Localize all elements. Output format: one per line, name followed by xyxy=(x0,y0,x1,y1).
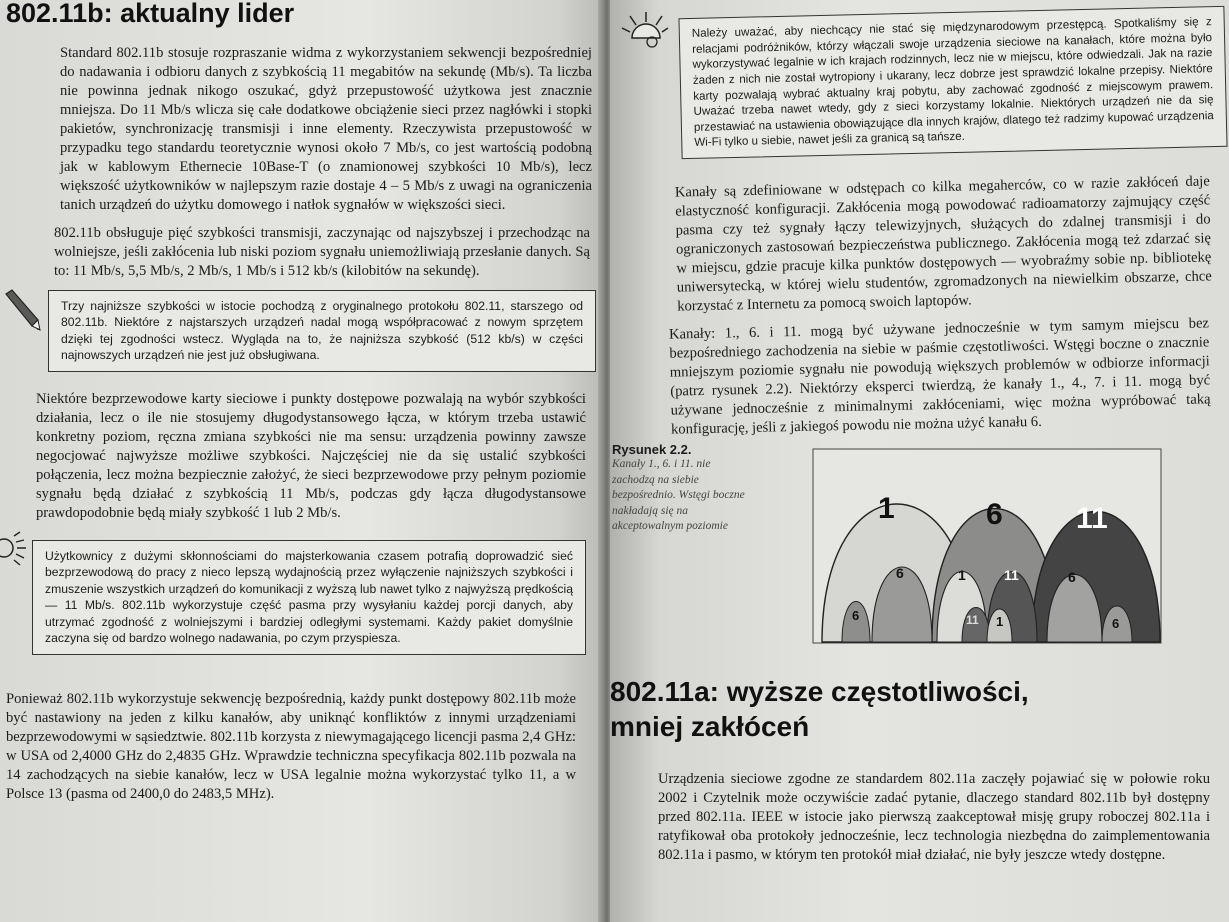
right-page xyxy=(610,0,1229,922)
label-side-6c: 6 xyxy=(852,608,860,623)
label-side-1a: 1 xyxy=(958,567,966,583)
left-page xyxy=(0,0,606,922)
label-main-6: 6 xyxy=(986,498,1003,531)
note-text-3: Należy uważać, aby niechcący nie stać się międzynarodowym przestępcą. Spotkaliśmy się z relacjami podróżników, którzy włączali swoje urządzenia sieciowe na kanałach, które można było wykorzystywać legalnie w ich krajach rodzinnych, lecz nie w miejscu, które odwiedzali. Jak na razie żaden z nich nie został wytropiony i ukarany, lecz dobrze jest sprawdzić lokalne przepisy. Niektóre karty pozwalają wybrać aktualny kraj pobytu, aby zachować zgodność z miejscowym prawem. Uważać trzeba nawet wtedy, gdy z sieci korzystamy lokalnie. Niektórych urządzeń nie da się przestawiać na ustawienia obowiązujące dla innych krajów, dlatego też radzimy kupować urządzenia Wi-Fi tylko u siebie, nawet jeśli za granicą są tańsze. xyxy=(691,15,1214,150)
label-side-1b: 1 xyxy=(996,614,1004,629)
pencil-icon xyxy=(2,288,42,337)
label-side-6b: 6 xyxy=(1068,569,1076,585)
channel-diagram xyxy=(812,448,1162,644)
heading-line-2: mniej zakłóceń xyxy=(610,711,810,742)
paragraph-7: Urządzenia sieciowe zgodne ze standardem 802.11a zaczęły pojawiać się w połowie roku 2002 i Czytelnik może oczywiście zadać pytanie, dlaczego standard 802.11b był dostępny przed 802.11a. IEEE w istocie jako pierwszą zaakceptował misję grupy roboczej 802.11a i ratyfikował oba protokoły jednocześnie, lecz technologia niezbędna do zaimplementowania 802.11a i pasmo, w którym ten protokół miał działać, nie były jeszcze wtedy dostępne. xyxy=(658,771,1210,863)
note-box-2 xyxy=(32,540,586,655)
label-side-6a: 6 xyxy=(896,565,904,581)
label-side-11a: 11 xyxy=(1004,567,1019,583)
note-text-1: Trzy najniższe szybkości w istocie pochodzą z oryginalnego protokołu 802.11, starszego od 802.11b. Niektóre z najstarszych urządzeń nadal mogą współpracować z nowym sprzętem dzięki tej zgodności wstecz. Wygląda na to, że najniższa szybkość (512 kb/s) w części najnowszych urządzeń nie jest już obsługiwana. xyxy=(61,299,583,363)
section-heading-80211a xyxy=(610,674,1210,744)
paragraph-2: 802.11b obsługuje pięć szybkości transmisji, zaczynając od najszybszej i przechodząc na wolniejsze, jeśli zakłócenia lub niski poziom sygnału uniemożliwiają przesłanie danych. Są to: 11 Mb/s, 5,5 Mb/s, 2 Mb/s, 1 Mb/s i 512 kb/s (kilobitów na sekundę). xyxy=(54,225,590,279)
paragraph-6: Kanały: 1., 6. i 11. mogą być używane jednocześnie w tym samym miejscu bez bezpośredniego zachodzenia na siebie w paśmie częstotliwości. Wstęgi boczne o znacznie mniejszym poziomie sygnału nie powodują większych problemów w odbiorze informacji (patrz rysunek 2.2). Niektórzy eksperci twierdzą, że kanały 1., 4., 7. i 11. mogą być używane jednocześnie z minimalnymi zakłóceniami, więc można wypróbować taką konfigurację, jeśli z jakiegoś powodu nie można użyć kanału 6. xyxy=(668,315,1211,438)
figure-caption: Kanały 1., 6. i 11. nie zachodzą na siebie bezpośrednio. Wstęgi boczne nakładają się na akceptowalnym poziomie xyxy=(612,458,745,533)
note-box-1 xyxy=(48,290,596,372)
note-text-2: Użytkownicy z dużymi skłonnościami do majsterkowania czasem potrafią doprowadzić sieć bezprzewodową do pracy z nieco lepszą wydajnością przez wyłączenie najniższych szybkości i zmuszenie wszystkich urządzeń do komunikacji z wyższą lub nawet tylko z najwyższą prędkością — 11 Mb/s. 802.11b wykorzystuje część pasma przy wysyłaniu każdej porcji danych, aby utrzymać zgodność z wolniejszymi i bardziej odległymi systemami. Każdy pakiet domyślnie zaczyna się od bardzo wolnego nadawania, po czym przyspiesza. xyxy=(45,549,573,646)
channel-figure xyxy=(812,448,1162,644)
section-heading-80211b: 802.11b: aktualny lider xyxy=(6,0,295,28)
note-box-3 xyxy=(678,6,1227,159)
paragraph-4: Ponieważ 802.11b wykorzystuje sekwencję bezpośrednią, każdy punkt dostępowy 802.11b może być nastawiony na jeden z kilku kanałów, aby uniknąć konfliktów z innymi urządzeniami bezprzewodowymi w sąsiedztwie. 802.11b korzysta z niewymagającego licencji pasma 2,4 GHz: w USA od 2,4000 GHz do 2,4835 GHz. Wprawdzie techniczna specyfikacja 802.11b pozwala na 14 zachodzących na siebie kanałów, lecz w USA legalnie można wykorzystać tylko 11, a w Polsce 13 (pasma od 2400,0 do 2483,5 MHz). xyxy=(6,691,576,802)
heading-line-1: 802.11a: wyższe częstotliwości, xyxy=(610,676,1029,707)
label-side-11b: 11 xyxy=(966,613,979,627)
paragraph-5: Kanały są zdefiniowane w odstępach co kilka megaherców, co w razie zakłóceń daje elastyczność konfiguracji. Zakłócenia mogą powodować radioamatorzy zajmujący część pasma czy też sygnały łączy telewizyjnych, służących do zdalnej transmisji i do ograniczonych zastosowań bezpieczeństwa publicznego. Zakłócenia mogą też zdarzać się w miejscu, gdzie pracuje kilka punktów dostępowych — wyobraźmy sobie np. bibliotekę uniwersytecką, w której wielu studentów, zgromadzonych na niewielkim obszarze, chce korzystać z Internetu za pomocą swoich laptopów. xyxy=(674,173,1212,315)
paragraph-3: Niektóre bezprzewodowe karty sieciowe i punkty dostępowe pozwalają na wybór szybkości działania, lecz o ile nie stosujemy długodystansowego łącza, w którym trzeba ustawić konkretny poziom, ręczna zmiana szybkości nie ma sensu: urządzenia powinny zawsze negocjować najwyższe możliwe szybkości. Najczęściej nie da się ustalić szybkości połączenia, lecz można bezpiecznie założyć, że sieci bezprzewodowe przy pełnym poziomie sygnału będą działać z szybkością 11 Mb/s, podczas gdy łącza długodystansowe prawdopodobnie będą miały szybkość 1 lub 2 Mb/s. xyxy=(36,391,586,521)
label-side-6d: 6 xyxy=(1112,616,1120,631)
paragraph-1: Standard 802.11b stosuje rozpraszanie widma z wykorzystaniem sekwencji bezpośredniej do nadawania i odbioru danych z szybkością 11 megabitów na sekundę (Mb/s). Ta liczba nie powinna jednak nikogo oszukać, gdyż przepustowość użytkowa jest znacznie mniejsza. Do 11 Mb/s wlicza się całe dodatkowe obciążenie sieci przez nagłówki i stopki pakietów, synchronizację transmisji i inne elementy. Rzeczywista przepustowość w przypadku tego standardu teoretycznie wynosi około 7 Mb/s, co jest wartością podobną jak w kablowym Ethernecie 10Base-T (o znamionowej szybkości 10 Mb/s), lecz większość użytkowników w najlepszym razie dostaje 4 – 5 Mb/s z uwagi na ograniczenia tanich urządzeń do użytku domowego i natłok sygnałów w większości sieci. xyxy=(60,45,592,213)
figure-caption-block xyxy=(612,442,752,535)
sun-icon-left xyxy=(0,528,28,573)
sun-icon-right xyxy=(620,8,670,61)
label-main-11: 11 xyxy=(1076,502,1108,535)
label-main-1: 1 xyxy=(878,492,895,525)
figure-title: Rysunek 2.2. xyxy=(612,442,692,457)
